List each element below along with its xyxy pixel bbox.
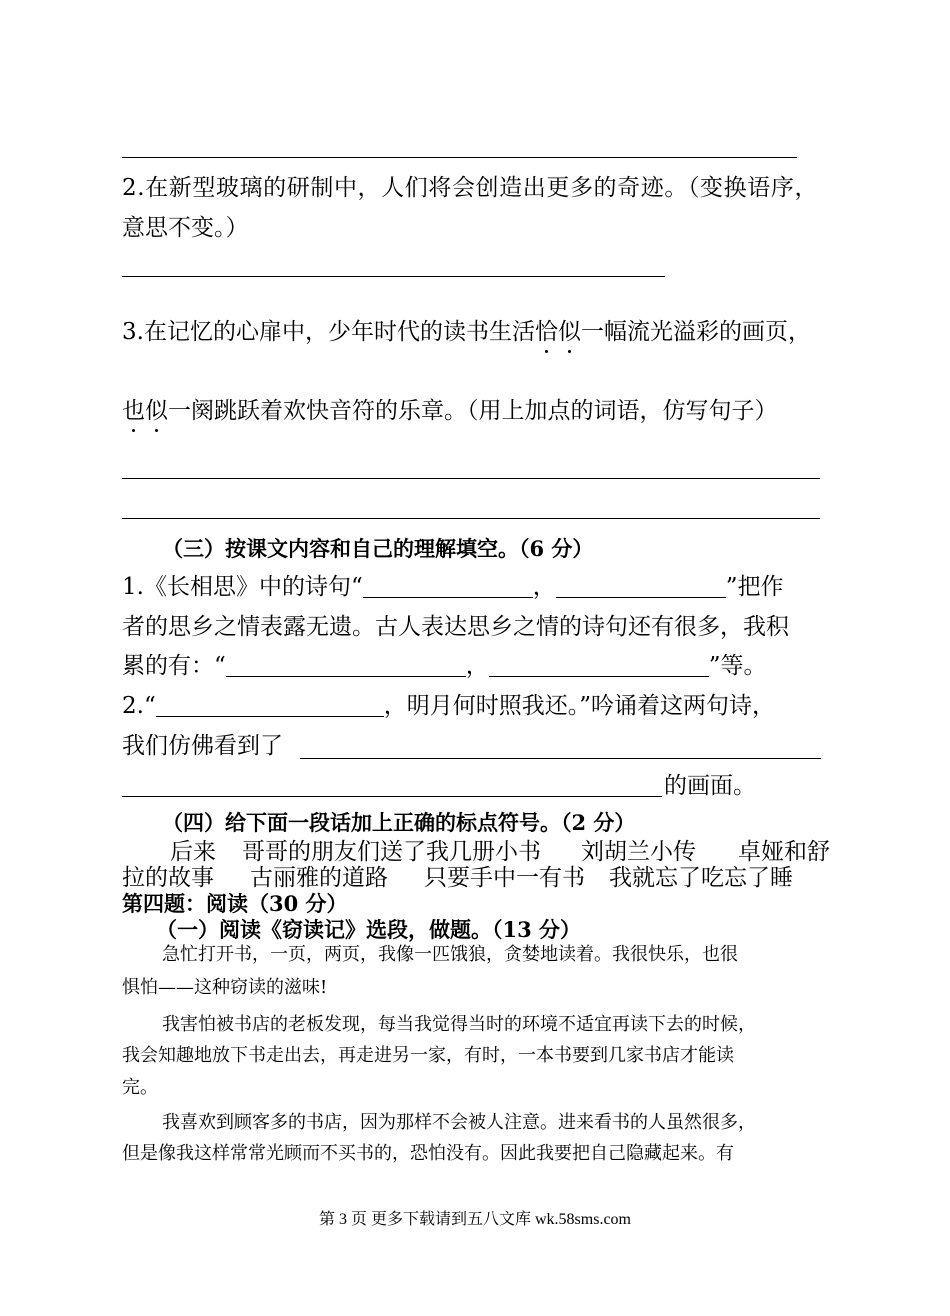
passage-line-2: 惧怕——这种窃读的滋味! (122, 977, 328, 998)
part-4-heading: 第四题：阅读（30 分） (122, 891, 348, 916)
fill-blank-6[interactable] (300, 758, 821, 759)
punct-word-7: 只要手中一有书 (424, 865, 585, 891)
answer-line-q3-2 (122, 518, 820, 519)
punct-word-4: 卓娅和舒 (738, 839, 830, 865)
page-footer: 第 3 页 更多下载请到五八文库 wk.58sms.com (318, 1211, 631, 1228)
dotted-char-2: 似 (557, 319, 581, 345)
fill-blank-4[interactable] (489, 652, 709, 677)
fill-blank-1[interactable] (363, 573, 533, 598)
section-3-q1-line-2: 者的思乡之情表露无遗。古人表达思乡之情的诗句还有很多，我积 (122, 614, 789, 640)
question-3-line-1 (122, 317, 811, 347)
answer-line-q1 (122, 157, 797, 158)
section-3-q2-line-3: 的画面。 (664, 773, 756, 799)
fill-blank-5[interactable] (156, 692, 384, 717)
section-4-heading: （四）给下面一段话加上正确的标点符号。（2 分） (162, 810, 636, 835)
question-2-instruction: 意思不变。） (122, 215, 249, 241)
passage-line-7: 但是像我这样常常光顾而不买书的，恐怕没有。因此我要把自己隐藏起来。有 (122, 1143, 734, 1164)
passage-line-1: 急忙打开书，一页，两页，我像一匹饿狼，贪婪地读着。我很快乐，也很 (162, 944, 738, 965)
question-2-text: 2.在新型玻璃的研制中，人们将会创造出更多的奇迹。（变换语序， (122, 175, 819, 201)
fill-blank-7[interactable] (122, 796, 662, 797)
question-2-line-2 (122, 213, 249, 243)
fill-blank-3[interactable] (226, 652, 466, 677)
question-3-text-b: 一幅流光溢彩的画页， (580, 319, 811, 345)
question-2-line-1 (122, 173, 818, 203)
question-3-text-c: 一阕跳跃着欢快音符的乐章。（用上加点的词语，仿写句子） (168, 398, 778, 424)
answer-line-q3-1 (122, 478, 820, 479)
passage-line-4: 我会知趣地放下书走出去，再走进另一家，有时，一本书要到几家书店才能读 (122, 1045, 734, 1066)
section-3-q1-line-3: 累的有：“ ， ”等。 (122, 653, 767, 679)
dotted-char-3: 也 (122, 398, 145, 424)
section-3-q2-line-2: 我们仿佛看到了 (122, 733, 283, 759)
punct-word-1: 后来 (170, 839, 216, 865)
section-3-q2-line-1: 2.“ ，明月何时照我还。”吟诵着这两句诗， (122, 693, 775, 719)
punct-word-8: 我就忘了吃忘了睡 (609, 865, 793, 891)
question-3-line-2 (122, 396, 778, 426)
passage-line-5: 完。 (122, 1077, 158, 1098)
answer-line-q2 (122, 276, 665, 277)
passage-line-3: 我害怕被书店的老板发现，每当我觉得当时的环境不适宜再读下去的时候， (162, 1014, 756, 1035)
reading-1-heading: （一）阅读《窃读记》选段，做题。（13 分） (156, 917, 582, 942)
section-3-q1-line-1: 1.《长相思》中的诗句“ ， ”把作 (122, 574, 784, 600)
punct-word-5: 拉的故事 (122, 865, 214, 891)
punct-word-3: 刘胡兰小传 (581, 839, 696, 865)
passage-line-6: 我喜欢到顾客多的书店，因为那样不会被人注意。进来看书的人虽然很多， (162, 1112, 756, 1133)
dotted-char-4: 似 (145, 398, 168, 424)
dotted-char-1: 恰 (534, 319, 558, 345)
fill-blank-2[interactable] (556, 573, 726, 598)
punct-word-6: 古丽雅的道路 (250, 865, 388, 891)
section-3-heading: （三）按课文内容和自己的理解填空。（6 分） (162, 536, 594, 561)
punct-word-2: 哥哥的朋友们送了我几册小书 (242, 839, 541, 865)
question-3-text-a: 3.在记忆的心扉中，少年时代的读书生活 (122, 319, 535, 345)
